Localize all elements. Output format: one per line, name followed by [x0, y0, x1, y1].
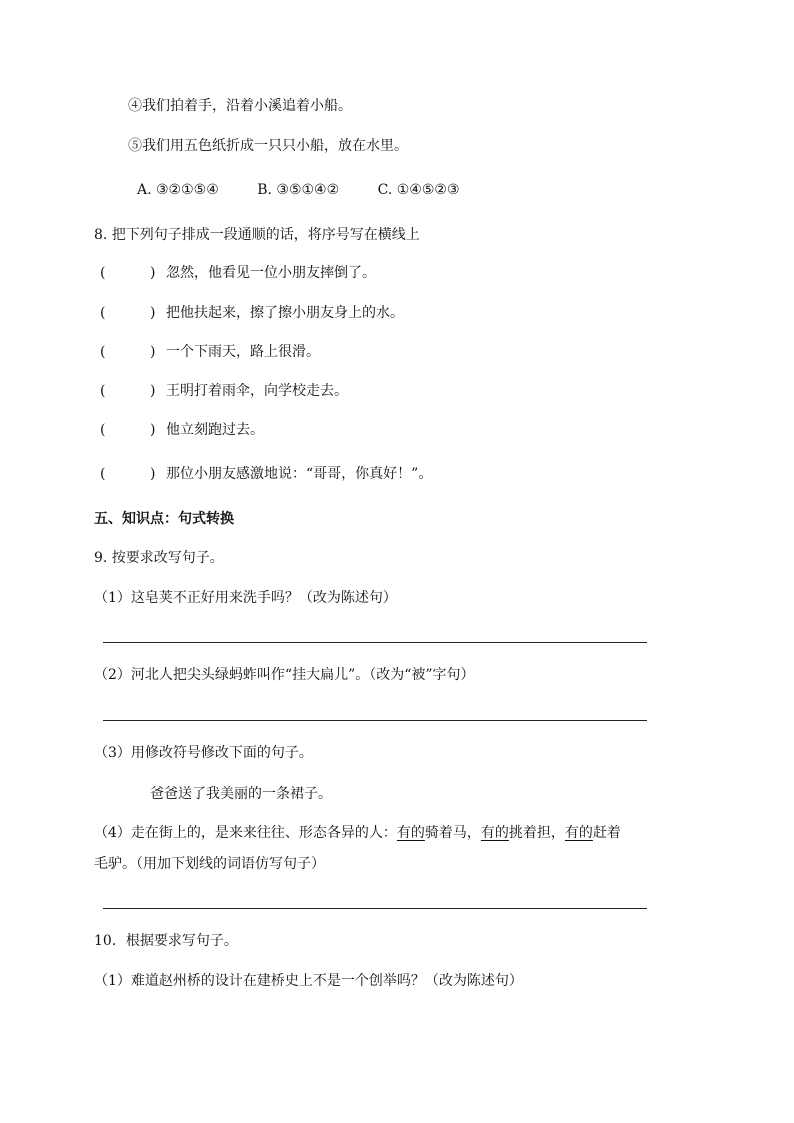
- q9-sub1: （1）这皂荚不正好用来洗手吗？（改为陈述句）: [94, 590, 397, 606]
- answer-paren-close: ): [150, 344, 156, 360]
- q8-row-3: [100, 342, 320, 362]
- q8-row-text: 那位小朋友感激地说：“哥哥，你真好！”。: [166, 466, 433, 482]
- answer-paren-open[interactable]: (: [100, 265, 106, 281]
- q8-row-text: 王明打着雨伞，向学校走去。: [166, 383, 348, 399]
- q8-row-6: [100, 464, 432, 484]
- q7-item-4: ④我们拍着手，沿着小溪追着小船。: [128, 98, 352, 114]
- option-c: C. ①④⑤②③: [377, 182, 460, 198]
- underlined-word: 有的: [564, 825, 593, 841]
- q9-sub3-sentence: 爸爸送了我美丽的一条裙子。: [150, 786, 332, 802]
- q9-sub4-line1: [94, 823, 621, 843]
- answer-paren-open[interactable]: (: [100, 305, 106, 321]
- q8-row-text: 一个下雨天，路上很滑。: [166, 344, 320, 360]
- q8-row-4: [100, 381, 348, 401]
- q8-row-text: 他立刻跑过去。: [166, 422, 264, 438]
- q7-item-5: ⑤我们用五色纸折成一只只小船，放在水里。: [128, 138, 408, 154]
- q9-sub4-text: （4）走在街上的，是来来往往、形态各异的人：: [94, 825, 397, 841]
- q7-options: [137, 180, 494, 200]
- answer-paren-close: ): [150, 383, 156, 399]
- answer-line[interactable]: [103, 720, 647, 721]
- q9-sub4-line2: 毛驴。（用加下划线的词语仿写句子）: [94, 856, 325, 872]
- answer-paren-close: ): [150, 466, 156, 482]
- answer-paren-open[interactable]: (: [100, 383, 106, 399]
- q9-sub4-text: 赶着: [592, 825, 621, 841]
- q10-sub1: （1）难道赵州桥的设计在建桥史上不是一个创举吗？（改为陈述句）: [94, 973, 523, 989]
- answer-paren-open[interactable]: (: [100, 344, 106, 360]
- q10-title: 10．根据要求写句子。: [94, 933, 238, 949]
- answer-paren-close: ): [150, 265, 156, 281]
- q8-row-text: 把他扶起来，擦了擦小朋友身上的水。: [166, 305, 404, 321]
- q9-sub4-text: 骑着马，: [424, 825, 481, 841]
- answer-paren-close: ): [150, 305, 156, 321]
- answer-line[interactable]: [103, 642, 647, 643]
- answer-paren-close: ): [150, 422, 156, 438]
- q8-row-1: [100, 263, 376, 283]
- q8-row-text: 忽然，他看见一位小朋友摔倒了。: [166, 265, 376, 281]
- answer-paren-open[interactable]: (: [100, 422, 106, 438]
- answer-paren-open[interactable]: (: [100, 466, 106, 482]
- q9-sub4-text: 挑着担，: [508, 825, 565, 841]
- underlined-word: 有的: [396, 825, 425, 841]
- q9-sub2: （2）河北人把尖头绿蚂蚱叫作“挂大扁儿”。（改为“被”字句）: [94, 667, 475, 683]
- option-a: A. ③②①⑤④: [137, 182, 219, 198]
- q8-title: 8. 把下列句子排成一段通顺的话，将序号写在横线上: [94, 227, 420, 243]
- option-b: B. ③⑤①④②: [257, 182, 340, 198]
- q9-title: 9. 按要求改写句子。: [94, 550, 224, 566]
- section-title: 五、知识点：句式转换: [94, 511, 234, 527]
- q8-row-5: [100, 420, 264, 440]
- q8-row-2: [100, 303, 404, 323]
- q9-sub3: （3）用修改符号修改下面的句子。: [94, 745, 313, 761]
- answer-line[interactable]: [103, 908, 647, 909]
- underlined-word: 有的: [480, 825, 509, 841]
